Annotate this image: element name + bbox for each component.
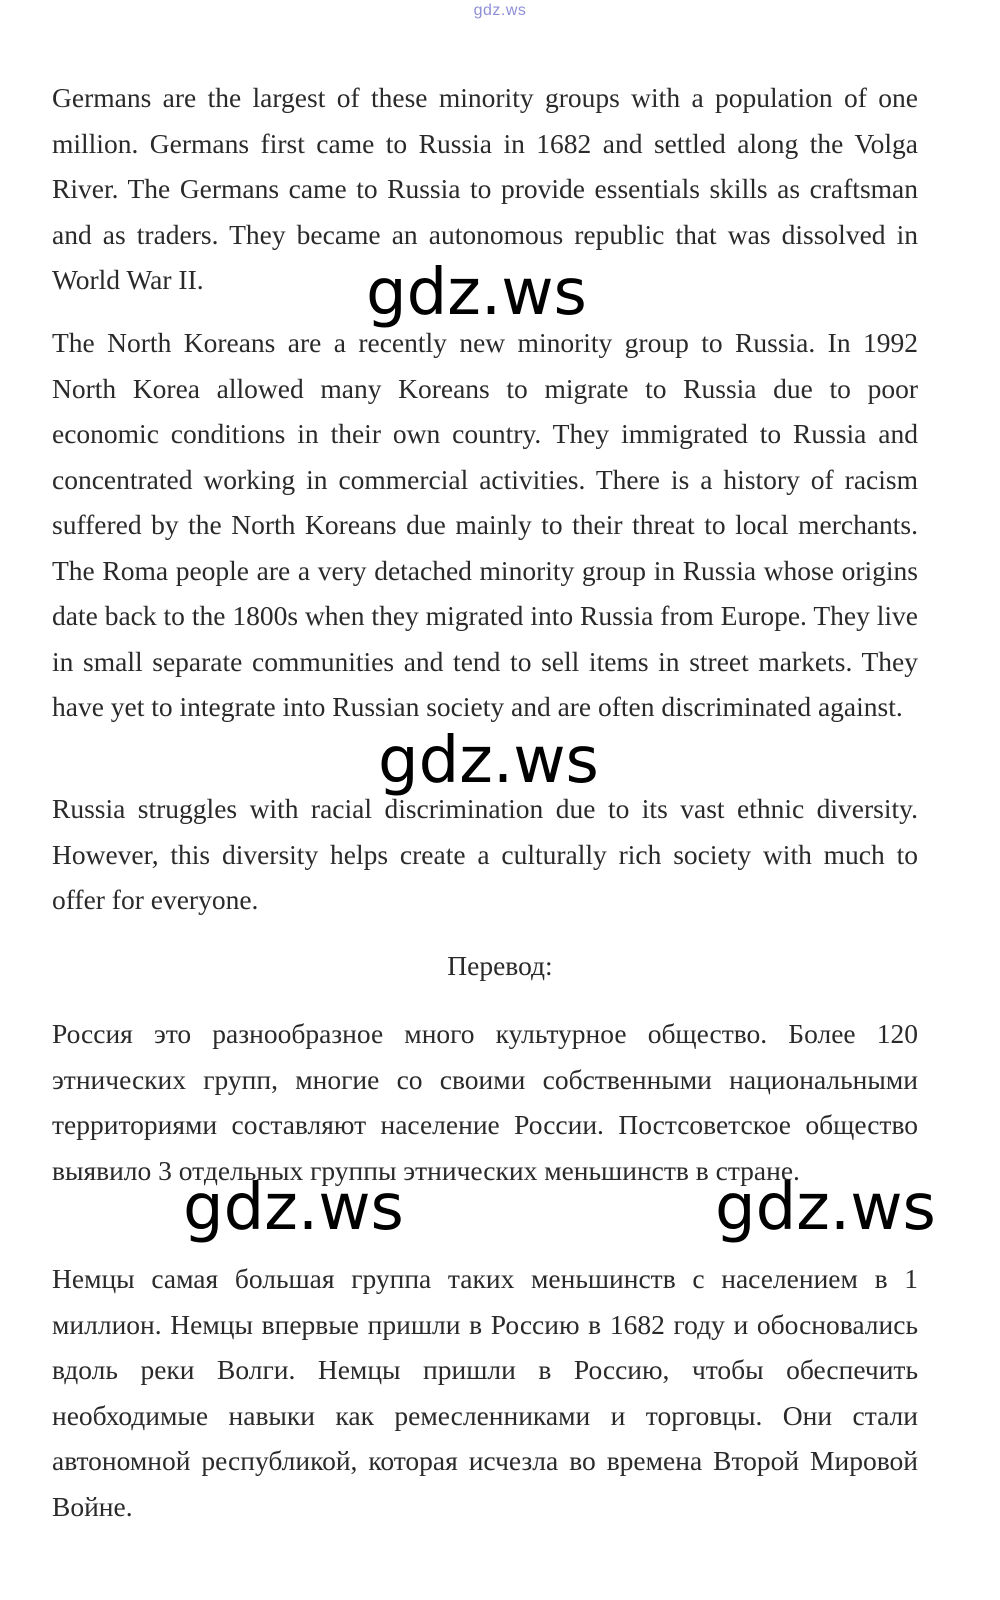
watermark: gdz.ws: [378, 724, 599, 798]
english-paragraph-koreans-roma: The North Koreans are a recently new minority group to Russia. In 1992 North Korea allowed many Koreans to migrate to Russia due to poor economic conditions in their own country. They immigrated to Russia and concentrated working in commercial activities. There is a history of racism suffered by the North Koreans due mainly to their threat to local merchants. The Roma people are a very detached minority group in Russia whose origins date back to the 1800s when they migrated into Russia from Europe. They live in small separate communities and tend to sell items in street markets. They have yet to integrate into Russian society and are often discriminated against.: [52, 327, 918, 722]
translation-paragraph-intro: Россия это разнообразное много культурное общество. Более 120 этнических групп, многие со своими собственными национальными территориями составляют население России. Постсоветское общество выявило 3 отдельных группы этнических меньшинств в стране.: [52, 1018, 918, 1186]
translation-paragraph-germans: Немцы самая большая группа таких меньшинств с населением в 1 миллион. Немцы впервые пришли в Россию в 1682 году и обосновались вдоль реки Волги. Немцы пришли в Россию, чтобы обеспечить необходимые навыки как ремесленниками и торговцы. Они стали автономной республикой, которая исчезла во времена Второй Мировой Войне.: [52, 1263, 918, 1522]
watermark: gdz.ws: [366, 256, 587, 330]
translation-heading: Перевод:: [447, 950, 553, 981]
watermark: gdz.ws: [183, 1171, 404, 1245]
english-paragraph-germans: Germans are the largest of these minority groups with a population of one million. Germans first came to Russia in 1682 and settled along the Volga River. The Germans came to Russia to provide essentials skills as craftsman and as traders. They became an autonomous republic that was dissolved in World War II.: [52, 82, 918, 295]
watermark: gdz.ws: [715, 1171, 936, 1245]
site-mark: gdz.ws: [473, 2, 527, 19]
english-paragraph-conclusion: Russia struggles with racial discrimination due to its vast ethnic diversity. However, this diversity helps create a culturally rich society with much to offer for everyone.: [52, 793, 918, 915]
